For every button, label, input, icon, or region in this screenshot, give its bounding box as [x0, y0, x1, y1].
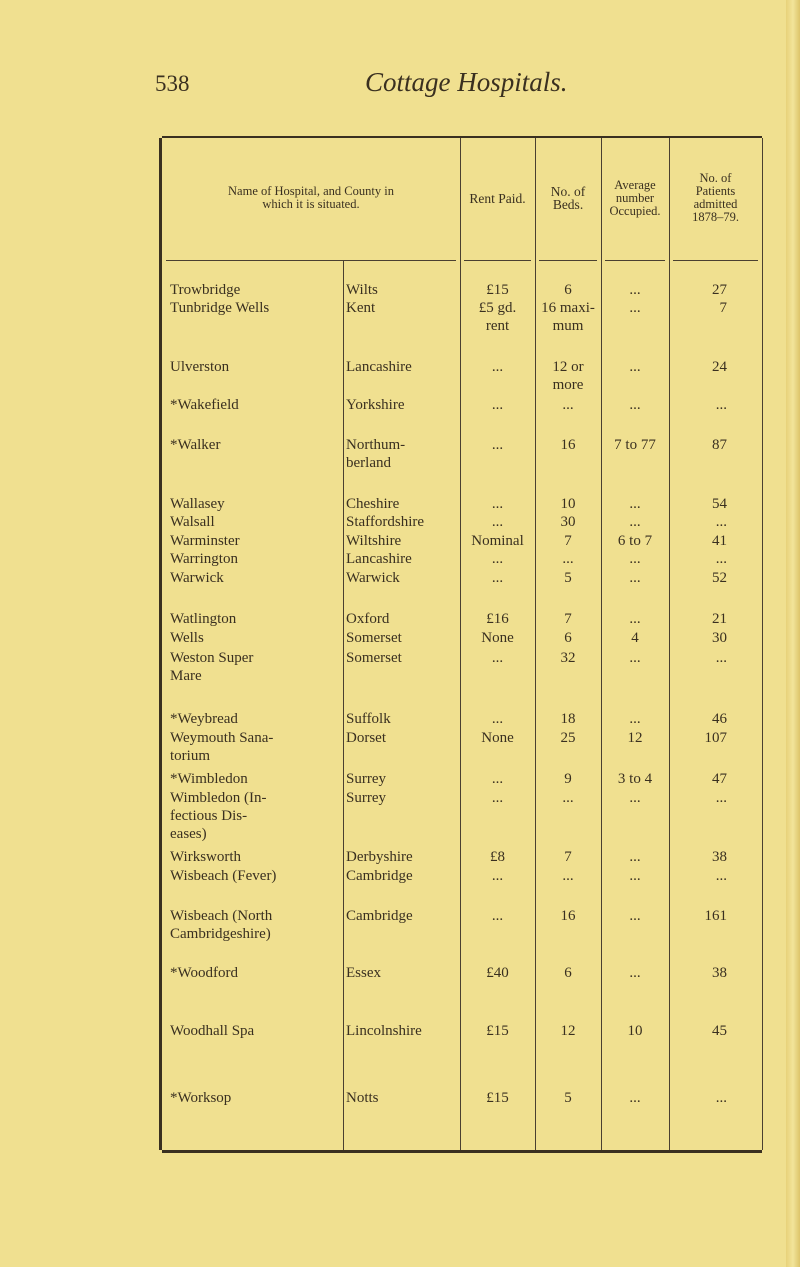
county-cell: Staffordshire: [346, 514, 425, 530]
beds-cell: 12 or more: [552, 359, 584, 393]
patients-admitted-value: 21: [712, 611, 727, 627]
average-occupied-cell: ...: [629, 908, 641, 924]
patients-admitted-value: 54: [712, 496, 727, 512]
patients-admitted-value: 38: [712, 849, 727, 865]
hospital-name-cell: Woodhall Spa: [170, 1023, 255, 1039]
beds-cell: 9: [564, 771, 572, 787]
county-cell: Kent: [346, 300, 376, 316]
hospital-name-cell: Trowbridge: [170, 282, 241, 298]
patients-admitted-cell: [669, 569, 753, 587]
patients-admitted-value: 47: [712, 771, 727, 787]
beds-cell: 18: [560, 711, 576, 727]
rent-paid-cell: ...: [491, 551, 504, 567]
patients-admitted-cell: [669, 789, 753, 807]
patients-admitted-value: 52: [712, 570, 727, 586]
beds-cell: ...: [562, 397, 574, 413]
patients-admitted-cell: [669, 436, 753, 454]
column-divider: [343, 260, 344, 1150]
average-occupied-cell: ...: [629, 650, 641, 666]
patients-admitted-cell: [669, 629, 753, 647]
beds-cell: 7: [564, 533, 572, 549]
average-occupied-cell: ...: [629, 611, 641, 627]
patients-admitted-cell: [669, 281, 753, 299]
beds-cell: 5: [564, 570, 572, 586]
header-rule: [166, 260, 456, 261]
patients-admitted-value: 45: [712, 1023, 727, 1039]
rent-paid-cell: ...: [491, 397, 504, 413]
beds-cell: ...: [562, 551, 574, 567]
average-occupied-cell: ...: [629, 570, 641, 586]
county-cell: Wiltshire: [346, 533, 402, 549]
hospital-name-cell: Wimbledon (In- fectious Dis- eases): [170, 790, 267, 842]
table-border-right: [762, 138, 763, 1150]
hospital-name-cell: Weston Super Mare: [170, 650, 254, 684]
rent-paid-cell: £15: [486, 1090, 509, 1106]
hospital-name-cell: *Wakefield: [170, 397, 239, 413]
average-occupied-cell: ...: [629, 965, 641, 981]
average-occupied-cell: 12: [627, 730, 643, 746]
running-title: Cottage Hospitals.: [365, 67, 568, 97]
beds-cell: ...: [562, 868, 574, 884]
rent-paid-cell: ...: [491, 496, 504, 512]
county-cell: Cambridge: [346, 908, 413, 924]
rent-paid-cell: ...: [491, 771, 504, 787]
hospital-name-cell: *Woodford: [170, 965, 238, 981]
hospital-name-cell: Weymouth Sana- torium: [170, 730, 274, 764]
average-occupied-cell: 6 to 7: [617, 533, 653, 549]
patients-admitted-value: ...: [715, 551, 727, 567]
beds-cell: ...: [562, 790, 574, 806]
rent-paid-cell: ...: [491, 908, 504, 924]
patients-admitted-value: 161: [704, 908, 727, 924]
average-occupied-cell: 4: [631, 630, 639, 646]
county-cell: Lancashire: [346, 551, 412, 567]
rent-paid-cell: £15: [486, 282, 509, 298]
hospital-name-cell: Ulverston: [170, 359, 230, 375]
hospital-name-cell: Wisbeach (North Cambridgeshire): [170, 908, 273, 942]
hospital-name-cell: Wisbeach (Fever): [170, 868, 277, 884]
header-average-occupied: Average number Occupied.: [609, 177, 661, 218]
rent-paid-cell: £16: [486, 611, 509, 627]
beds-cell: 6: [564, 282, 572, 298]
patients-admitted-value: ...: [715, 650, 727, 666]
rent-paid-cell: ...: [491, 650, 504, 666]
county-cell: Suffolk: [346, 711, 391, 727]
patients-admitted-cell: [669, 513, 753, 531]
patients-admitted-value: 87: [712, 437, 727, 453]
beds-cell: 16: [560, 437, 576, 453]
county-cell: Dorset: [346, 730, 386, 746]
header-rule: [539, 260, 597, 261]
county-cell: Surrey: [346, 790, 386, 806]
beds-cell: 16: [560, 908, 576, 924]
page-edge: [786, 0, 800, 1267]
table-border-left: [159, 138, 162, 1150]
hospital-table: [162, 136, 762, 1153]
county-cell: Lincolnshire: [346, 1023, 422, 1039]
patients-admitted-cell: [669, 610, 753, 628]
beds-cell: 6: [564, 965, 572, 981]
patients-admitted-value: 30: [712, 630, 727, 646]
hospital-name-cell: Warrington: [170, 551, 238, 567]
header-rent: Rent Paid.: [469, 190, 526, 206]
patients-admitted-value: 38: [712, 965, 727, 981]
county-cell: Warwick: [346, 570, 400, 586]
patients-admitted-value: 41: [712, 533, 727, 549]
patients-admitted-cell: [669, 358, 753, 376]
county-cell: Cambridge: [346, 868, 413, 884]
header-patients-admitted: No. of Patients admitted 1878–79.: [692, 171, 739, 224]
county-cell: Lancashire: [346, 359, 412, 375]
average-occupied-cell: ...: [629, 1090, 641, 1106]
patients-admitted-value: 27: [712, 282, 727, 298]
average-occupied-cell: ...: [629, 849, 641, 865]
county-cell: Notts: [346, 1090, 379, 1106]
average-occupied-cell: ...: [629, 868, 641, 884]
hospital-name-cell: Warwick: [170, 570, 224, 586]
hospital-name-cell: *Wimbledon: [170, 771, 248, 787]
average-occupied-cell: ...: [629, 551, 641, 567]
hospital-name-cell: *Walker: [170, 437, 221, 453]
patients-admitted-cell: [669, 729, 753, 747]
average-occupied-cell: ...: [629, 397, 641, 413]
beds-cell: 12: [560, 1023, 576, 1039]
average-occupied-cell: ...: [629, 282, 641, 298]
county-cell: Somerset: [346, 650, 402, 666]
patients-admitted-cell: [669, 550, 753, 568]
average-occupied-cell: 3 to 4: [617, 771, 653, 787]
patients-admitted-cell: [669, 710, 753, 728]
beds-cell: 25: [560, 730, 576, 746]
beds-cell: 7: [564, 849, 572, 865]
patients-admitted-value: 46: [712, 711, 727, 727]
average-occupied-cell: ...: [629, 790, 641, 806]
patients-admitted-cell: [669, 532, 753, 550]
rent-paid-cell: £5 gd. rent: [478, 300, 517, 334]
county-cell: Yorkshire: [346, 397, 405, 413]
beds-cell: 10: [560, 496, 576, 512]
patients-admitted-cell: [669, 299, 753, 317]
patients-admitted-value: ...: [715, 1090, 727, 1106]
beds-cell: 7: [564, 611, 572, 627]
patients-admitted-value: 7: [719, 300, 727, 316]
hospital-name-cell: Walsall: [170, 514, 215, 530]
rent-paid-cell: ...: [491, 437, 504, 453]
patients-admitted-cell: [669, 1089, 753, 1107]
beds-cell: 32: [560, 650, 576, 666]
beds-cell: 6: [564, 630, 572, 646]
patients-admitted-cell: [669, 770, 753, 788]
average-occupied-cell: ...: [629, 496, 641, 512]
header-beds: No. of Beds.: [550, 184, 586, 212]
rent-paid-cell: ...: [491, 790, 504, 806]
county-cell: Cheshire: [346, 496, 400, 512]
average-occupied-cell: ...: [629, 711, 641, 727]
patients-admitted-value: ...: [715, 397, 727, 413]
hospital-name-cell: Wirksworth: [170, 849, 242, 865]
patients-admitted-cell: [669, 964, 753, 982]
average-occupied-cell: ...: [629, 300, 641, 316]
patients-admitted-cell: [669, 495, 753, 513]
patients-admitted-value: ...: [715, 514, 727, 530]
beds-cell: 16 maxi- mum: [541, 300, 595, 334]
hospital-name-cell: *Worksop: [170, 1090, 232, 1106]
patients-admitted-cell: [669, 867, 753, 885]
hospital-name-cell: Wells: [170, 630, 204, 646]
rent-paid-cell: ...: [491, 868, 504, 884]
county-cell: Surrey: [346, 771, 386, 787]
rent-paid-cell: ...: [491, 514, 504, 530]
average-occupied-cell: 7 to 77: [614, 437, 656, 453]
patients-admitted-cell: [669, 1022, 753, 1040]
patients-admitted-value: ...: [715, 868, 727, 884]
beds-cell: 30: [560, 514, 576, 530]
page-number: 538: [155, 71, 190, 96]
hospital-name-cell: Tunbridge Wells: [170, 300, 270, 316]
patients-admitted-cell: [669, 907, 753, 925]
rent-paid-cell: None: [481, 630, 514, 646]
county-cell: Northum- berland: [346, 437, 406, 471]
patients-admitted-cell: [669, 396, 753, 414]
patients-admitted-value: 107: [704, 730, 727, 746]
county-cell: Derbyshire: [346, 849, 413, 865]
hospital-name-cell: Watlington: [170, 611, 237, 627]
county-cell: Oxford: [346, 611, 390, 627]
beds-cell: 5: [564, 1090, 572, 1106]
header-name: Name of Hospital, and County in which it is situated.: [228, 184, 394, 211]
county-cell: Essex: [346, 965, 381, 981]
patients-admitted-value: ...: [715, 790, 727, 806]
header-rule: [464, 260, 531, 261]
header-rule: [673, 260, 758, 261]
rent-paid-cell: Nominal: [471, 533, 524, 549]
rent-paid-cell: ...: [491, 359, 504, 375]
average-occupied-cell: 10: [627, 1023, 643, 1039]
patients-admitted-value: 24: [712, 359, 727, 375]
rent-paid-cell: £15: [486, 1023, 509, 1039]
hospital-name-cell: Wallasey: [170, 496, 225, 512]
average-occupied-cell: ...: [629, 514, 641, 530]
patients-admitted-cell: [669, 848, 753, 866]
county-cell: Wilts: [346, 282, 378, 298]
rent-paid-cell: £8: [490, 849, 505, 865]
hospital-name-cell: *Weybread: [170, 711, 238, 727]
patients-admitted-cell: [669, 649, 753, 667]
hospital-name-cell: Warminster: [170, 533, 240, 549]
average-occupied-cell: ...: [629, 359, 641, 375]
rent-paid-cell: None: [481, 730, 514, 746]
county-cell: Somerset: [346, 630, 402, 646]
rent-paid-cell: ...: [491, 711, 504, 727]
rent-paid-cell: ...: [491, 570, 504, 586]
header-rule: [605, 260, 665, 261]
rent-paid-cell: £40: [486, 965, 509, 981]
